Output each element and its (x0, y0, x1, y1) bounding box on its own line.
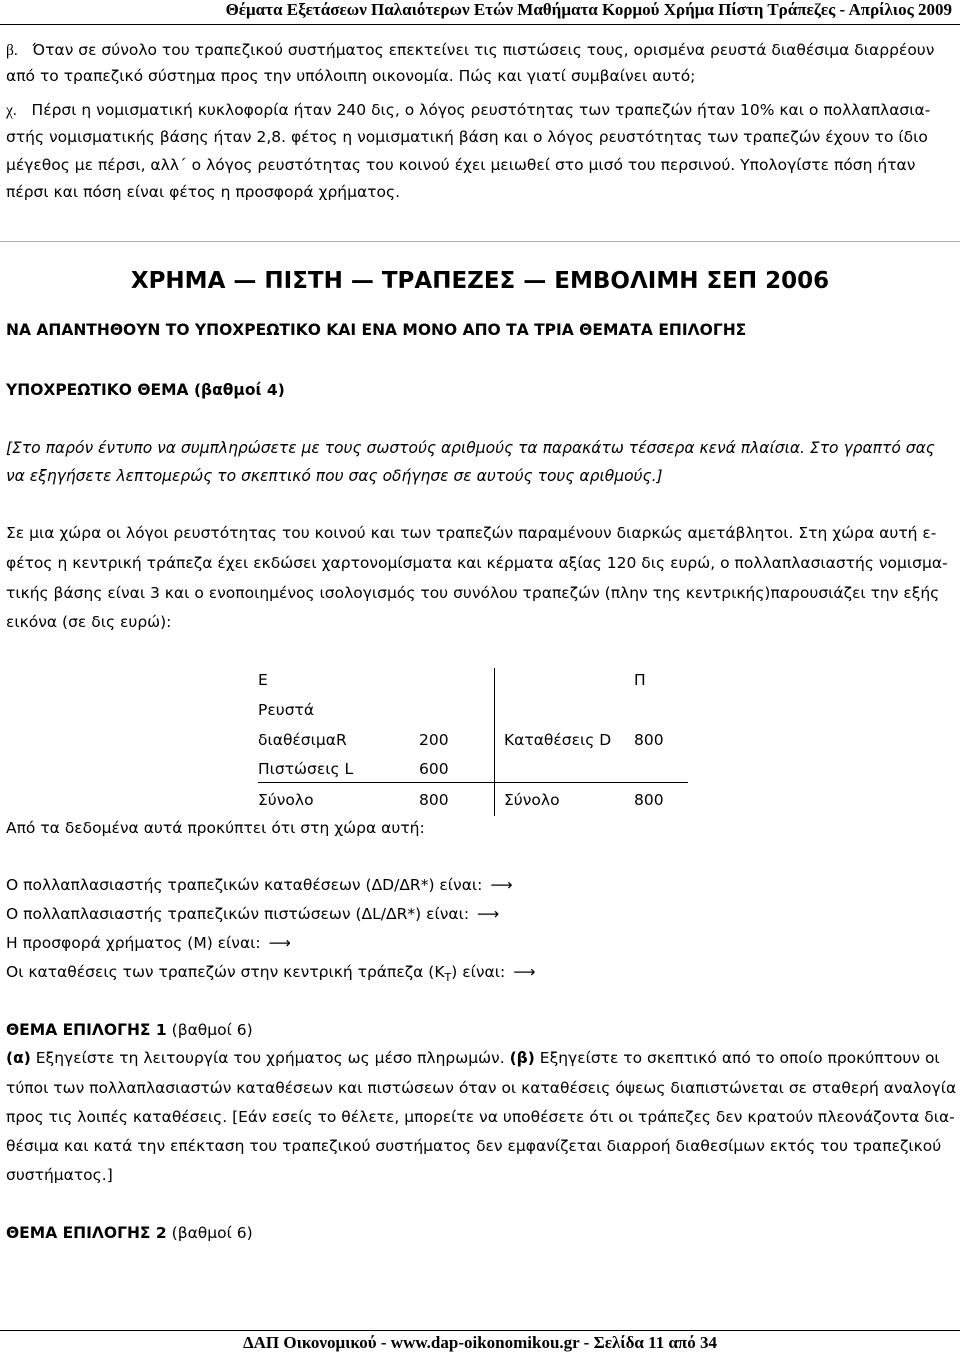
result-item-4-suffix: ) είναι: (451, 963, 506, 981)
section-title: ΧΡΗΜΑ — ΠΙΣΤΗ — ΤΡΑΠΕΖΕΣ — ΕΜΒΟΛΙΜΗ ΣΕΠ 2006 (130, 268, 830, 294)
arrow-icon: ⟶ (490, 876, 513, 894)
liabilities-header: Π (634, 671, 646, 689)
assets-header: Ε (258, 671, 268, 689)
question-b-line-2: από το τραπεζικό σύστημα προς την υπόλοιπη οικονομία. Πώς και γιατί συμβαίνει αυτό; (6, 67, 696, 85)
question-c-line-4: πέρσι και πόση είναι φέτος η προσφορά χρήματος. (6, 183, 401, 201)
assets-row-3-label: Πιστώσεις L (258, 760, 354, 778)
question-c-marker: χ. (6, 102, 17, 119)
t-account-vertical-line (494, 668, 495, 816)
page-header: Θέματα Εξετάσεων Παλαιότερων Ετών Μαθήματα Κορμού Χρήμα Πίστη Τράπεζες - Απρίλιος 2009 (225, 0, 952, 19)
section-divider (0, 241, 960, 242)
question-c-line-2: στής νομισματικής βάσης ήταν 2,8. φέτος η νομισματική βάση και ο λόγος ρευστότητας των τραπεζών έχουν το ίδιο (6, 128, 928, 146)
liabilities-total-label: Σύνολο (504, 791, 560, 809)
option-1-line-5: συστήματος.] (6, 1166, 113, 1184)
question-c-text-1: Πέρσι η νομισματική κυκλοφορία ήταν 240 δις, ο λόγος ρευστότητας των τραπεζών ήταν 10% και ο πολλαπλασια- (31, 101, 931, 119)
question-c-line-1 (6, 100, 930, 121)
liabilities-row-2-label: Καταθέσεις D (504, 731, 612, 749)
result-item-4 (6, 962, 535, 988)
assets-row-1-label: Ρευστά (258, 701, 315, 719)
option-2-title: ΘΕΜΑ ΕΠΙΛΟΓΗΣ 2 (6, 1224, 167, 1242)
option-1-a-text: Εξηγείστε τη λειτουργία του χρήματος ως μέσο πληρωμών. (35, 1049, 505, 1067)
footer-rule (0, 1330, 960, 1331)
option-1-b-text: Εξηγείστε το σκεπτικό από το οποίο προκύπτουν οι (539, 1049, 940, 1067)
note-line-2: να εξηγήσετε λεπτομερώς το σκεπτικό που σας οδήγησε σε αυτούς τους αριθμούς.] (6, 467, 663, 485)
result-item-4-subscript: T (444, 971, 452, 985)
result-item-2-text: Ο πολλαπλασιαστής τραπεζικών πιστώσεων (ΔL/ΔR*) είναι: (6, 905, 470, 923)
option-1-points: (βαθμοί 6) (171, 1021, 253, 1039)
option-1-title: ΘΕΜΑ ΕΠΙΛΟΓΗΣ 1 (6, 1021, 167, 1039)
assets-row-3-value: 600 (419, 760, 449, 778)
option-1-heading (6, 1020, 253, 1040)
assets-total-value: 800 (419, 791, 449, 809)
instructions-heading: ΝΑ ΑΠΑΝΤΗΘΟΥΝ ΤΟ ΥΠΟΧΡΕΩΤΙΚΟ ΚΑΙ ΕΝΑ ΜΟΝΟ ΑΠΟ ΤΑ ΤΡΙΑ ΘΕΜΑΤΑ ΕΠΙΛΟΓΗΣ (6, 321, 747, 339)
result-item-2 (6, 904, 499, 924)
paragraph-line-1: Σε μια χώρα οι λόγοι ρευστότητας του κοινού και των τραπεζών παραμένουν διαρκώς αμετάβλητοι. Στη χώρα αυτή ε- (6, 524, 937, 542)
option-1-a-marker: (α) (6, 1049, 31, 1067)
paragraph-line-4: εικόνα (σε δις ευρώ): (6, 613, 172, 631)
paragraph-line-3: τικής βάσης είναι 3 και ο ενοποιημένος ισολογισμός του συνόλου τραπεζών (πλην της κεντρικής)παρουσιάζει την εξής (6, 584, 940, 602)
option-2-heading (6, 1223, 253, 1243)
assets-total-label: Σύνολο (258, 791, 314, 809)
question-b-text-1: Όταν σε σύνολο του τραπεζικού συστήματος επεκτείνει τις πιστώσεις τους, ορισμένα ρευστά διαθέσιμα διαρρέουν (32, 41, 935, 59)
page-footer: ΔΑΠ Οικονομικού - www.dap-oikonomikou.gr - Σελίδα 11 από 34 (243, 1333, 717, 1352)
arrow-icon: ⟶ (477, 905, 500, 923)
t-account-total-line (258, 782, 688, 783)
mandatory-topic-heading: ΥΠΟΧΡΕΩΤΙΚΟ ΘΕΜΑ (βαθμοί 4) (6, 381, 285, 399)
option-1-b-marker: (β) (509, 1049, 535, 1067)
question-b-marker: β. (6, 42, 18, 59)
option-1-line-1 (6, 1048, 940, 1068)
result-item-3 (6, 933, 291, 953)
arrow-icon: ⟶ (268, 934, 291, 952)
note-line-1: [Στο παρόν έντυπο να συμπληρώσετε με τους σωστούς αριθμούς τα παρακάτω τέσσερα κενά πλαίσια. Στο γραπτό σας (6, 439, 935, 457)
option-2-points: (βαθμοί 6) (171, 1224, 253, 1242)
question-b-line-1 (6, 40, 934, 61)
paragraph-line-2: φέτος η κεντρική τράπεζα έχει εκδώσει χαρτονομίσματα και κέρματα αξίας 120 δις ευρώ, ο πολλαπλασιαστής νομισμα- (6, 554, 948, 572)
liabilities-row-2-value: 800 (634, 731, 664, 749)
result-item-4-text: Οι καταθέσεις των τραπεζών στην κεντρική τράπεζα (K (6, 963, 445, 981)
assets-row-2-label: διαθέσιμαR (258, 731, 347, 749)
option-1-line-3: προς τις λοιπές καταθέσεις. [Εάν εσείς το θέλετε, μπορείτε να υποθέσετε ότι οι τράπεζες δεν κρατούν πλεονάζοντα δια- (6, 1108, 955, 1126)
option-1-line-4: θέσιμα και κατά την επέκταση του τραπεζικού συστήματος δεν εμφανίζεται διαρροή διαθεσίμων εκτός του τραπεζικού (6, 1137, 942, 1155)
header-rule (0, 24, 960, 25)
result-item-1-text: Ο πολλαπλασιαστής τραπεζικών καταθέσεων (ΔD/ΔR*) είναι: (6, 876, 483, 894)
result-item-3-text: Η προσφορά χρήματος (M) είναι: (6, 934, 261, 952)
question-c-line-3: μέγεθος με πέρσι, αλλ΄ ο λόγος ρευστότητας του κοινού έχει μειωθεί στο μισό του περσινού. Υπολογίστε πόση ήταν (6, 156, 916, 174)
liabilities-total-value: 800 (634, 791, 664, 809)
option-1-line-2: τύποι των πολλαπλασιαστών καταθέσεων και πιστώσεων όταν οι καταθέσεις όψεως διαπιστώνεται σε σταθερή αναλογία (6, 1079, 957, 1097)
results-intro: Από τα δεδομένα αυτά προκύπτει ότι στη χώρα αυτή: (6, 819, 425, 837)
assets-row-2-value: 200 (419, 731, 449, 749)
arrow-icon: ⟶ (513, 963, 536, 981)
result-item-1 (6, 875, 513, 895)
